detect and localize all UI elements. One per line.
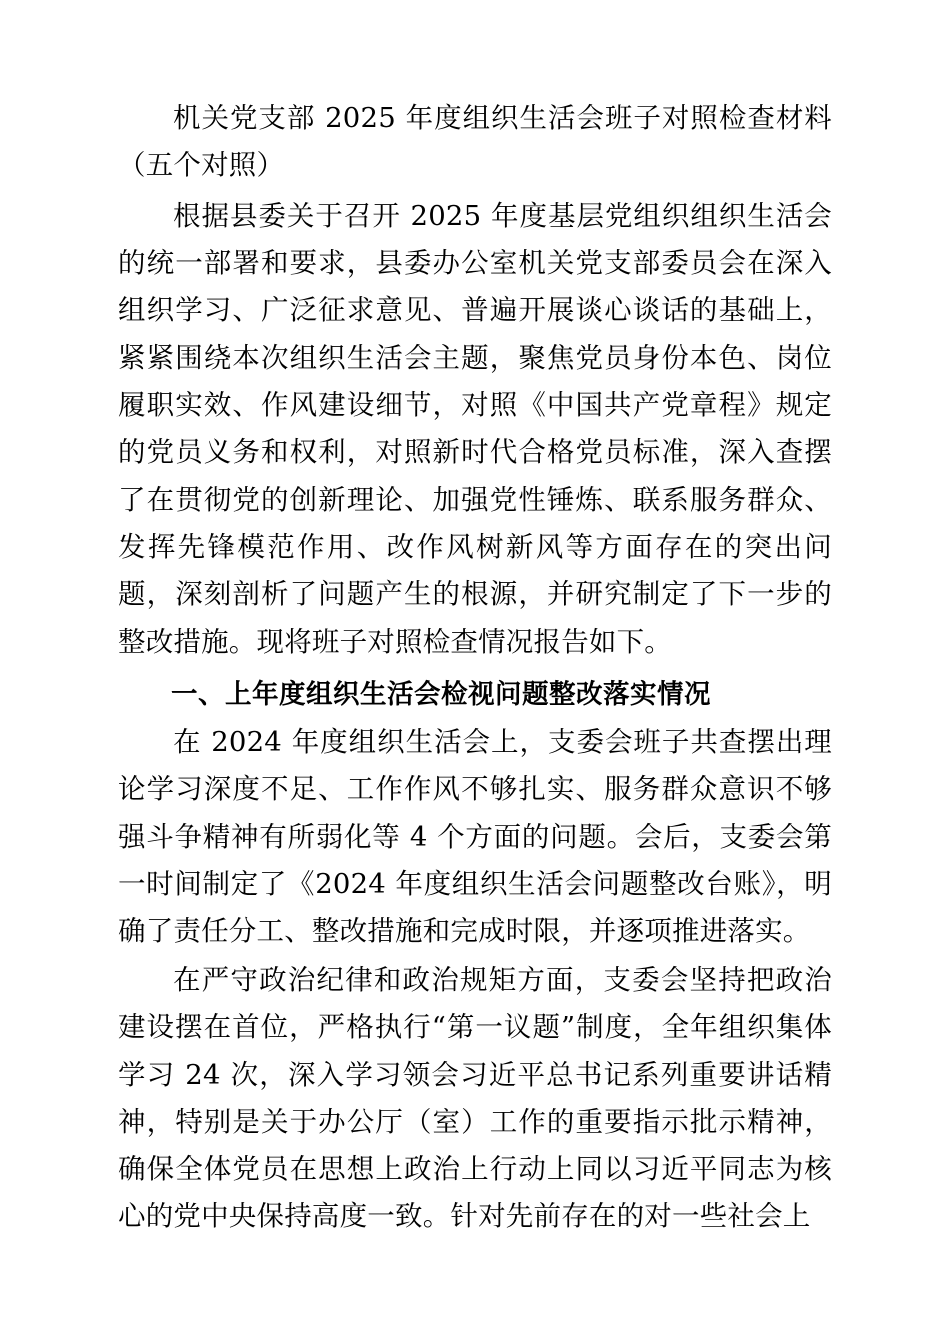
paragraph-intro: 根据县委关于召开 2025 年度基层党组织组织生活会的统一部署和要求，县委办公室机关党支部委员会在深入组织学习、广泛征求意见、普遍开展谈心谈话的基础上，紧紧围绕本次组织生活会主题，聚焦党员身份本色、岗位履职实效、作风建设细节，对照《中国共产党章程》规定的党员义务和权利，对照新时代合格党员标准，深入查摆了在贯彻党的创新理论、加强党性锤炼、联系服务群众、发挥先锋模范作用、改作风树新风等方面存在的突出问题，深刻剖析了问题产生的根源，并研究制定了下一步的整改措施。现将班子对照检查情况报告如下。 bbox=[118, 199, 832, 658]
paragraph-political-discipline: 在严守政治纪律和政治规矩方面，支委会坚持把政治建设摆在首位，严格执行“第一议题”制度，全年组织集体学习 24 次，深入学习领会习近平总书记系列重要讲话精神，特别是关于办公厅（室）工作的重要指示批示精神，确保全体党员在思想上政治上行动上同以习近平同志为核心的党中央保持高度一致。针对先前存在的对一些社会上 bbox=[118, 963, 832, 1233]
section-heading-1: 一、上年度组织生活会检视问题整改落实情况 bbox=[171, 678, 711, 710]
document-body bbox=[118, 95, 832, 1241]
paragraph-previous-year-review: 在 2024 年度组织生活会上，支委会班子共查摆出理论学习深度不足、工作作风不够扎实、服务群众意识不够强斗争精神有所弱化等 4 个方面的问题。会后，支委会第一时间制定了《2024 年度组织生活会问题整改台账》，明确了责任分工、整改措施和完成时限，并逐项推进落实。 bbox=[118, 726, 832, 948]
document-title: 机关党支部 2025 年度组织生活会班子对照检查材料（五个对照） bbox=[118, 102, 832, 182]
